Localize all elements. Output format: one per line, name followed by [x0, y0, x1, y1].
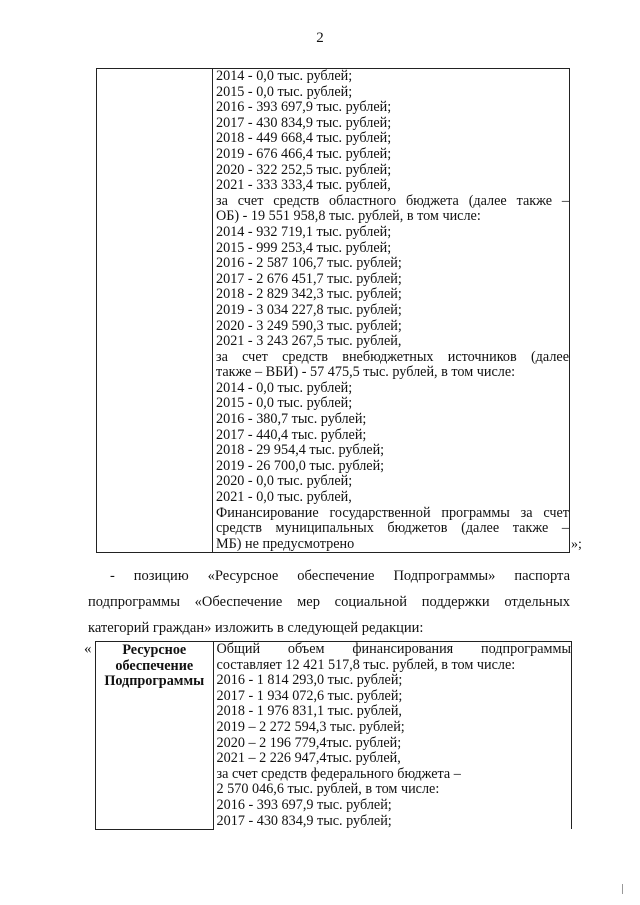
funding-line: 2016 - 393 697,9 тыс. рублей; — [216, 796, 392, 813]
funding-line: средств муниципальных бюджетов (далее также – — [216, 520, 569, 537]
funding-line: 2017 - 1 934 072,6 тыс. рублей; — [216, 687, 403, 704]
instruction-paragraph-line: - позицию «Ресурсное обеспечение Подпрограммы» паспорта — [110, 568, 570, 584]
table-empty-left-cell — [97, 69, 213, 553]
funding-line: 2021 – 2 226 947,4тыс. рублей, — [216, 750, 401, 767]
resource-provision-value-cell — [213, 642, 571, 830]
header-line: Подпрограммы — [104, 673, 205, 690]
funding-line: 2020 - 322 252,5 тыс. рублей; — [216, 161, 392, 178]
funding-line: 2015 - 0,0 тыс. рублей; — [216, 83, 353, 100]
resource-provision-table — [95, 641, 572, 830]
funding-line: 2018 - 2 829 342,3 тыс. рублей; — [216, 286, 402, 303]
funding-line: 2016 - 380,7 тыс. рублей; — [216, 411, 367, 428]
funding-line: 2021 - 0,0 тыс. рублей, — [216, 489, 352, 506]
opening-quote: « — [84, 641, 92, 657]
funding-line: 2015 - 0,0 тыс. рублей; — [216, 395, 353, 412]
funding-line: 2020 – 2 196 779,4тыс. рублей; — [216, 734, 402, 751]
funding-line: 2020 - 3 249 590,3 тыс. рублей; — [216, 317, 402, 334]
funding-line: 2017 - 430 834,9 тыс. рублей; — [216, 114, 392, 131]
instruction-paragraph-line: подпрограммы «Обеспечение мер социальной поддержки отдельных — [88, 594, 570, 610]
funding-line: 2019 - 676 466,4 тыс. рублей; — [216, 145, 392, 162]
funding-table-continued — [96, 68, 570, 553]
funding-line: 2019 - 3 034 227,8 тыс. рублей; — [216, 301, 402, 318]
funding-line: 2016 - 1 814 293,0 тыс. рублей; — [216, 672, 403, 689]
funding-line: за счет средств федерального бюджета – — [216, 765, 461, 782]
funding-line: МБ) не предусмотрено — [216, 535, 355, 552]
funding-line: 2014 - 0,0 тыс. рублей; — [216, 68, 353, 84]
funding-line: 2017 - 440,4 тыс. рублей; — [216, 426, 367, 443]
instruction-paragraph-line: категорий граждан» изложить в следующей редакции: — [88, 620, 424, 636]
funding-line: 2015 - 999 253,4 тыс. рублей; — [216, 239, 392, 256]
funding-line: 2017 - 430 834,9 тыс. рублей; — [216, 812, 392, 829]
funding-line: 2016 - 393 697,9 тыс. рублей; — [216, 99, 392, 116]
funding-line: за счет средств областного бюджета (далее также – — [216, 192, 569, 209]
funding-line: 2014 - 932 719,1 тыс. рублей; — [216, 223, 392, 240]
funding-line: 2 570 046,6 тыс. рублей, в том числе: — [216, 781, 440, 798]
header-line: Ресурсное — [122, 642, 187, 658]
table-funding-cell — [213, 69, 570, 553]
header-line: обеспечение — [115, 657, 194, 674]
scan-edge-mark — [622, 884, 628, 894]
funding-line: 2018 - 1 976 831,1 тыс. рублей, — [216, 703, 402, 720]
funding-line: за счет средств внебюджетных источников (далее — [216, 348, 569, 365]
funding-line: 2017 - 2 676 451,7 тыс. рублей; — [216, 270, 402, 287]
funding-line: 2016 - 2 587 106,7 тыс. рублей; — [216, 255, 402, 272]
page-number: 2 — [316, 30, 324, 46]
resource-provision-header-cell — [96, 642, 214, 830]
funding-line: 2020 - 0,0 тыс. рублей; — [216, 473, 353, 490]
funding-line: составляет 12 421 517,8 тыс. рублей, в том числе: — [216, 656, 516, 673]
funding-line: 2018 - 29 954,4 тыс. рублей; — [216, 442, 385, 459]
funding-line: 2021 - 3 243 267,5 тыс. рублей, — [216, 333, 402, 350]
funding-line: 2019 - 26 700,0 тыс. рублей; — [216, 457, 385, 474]
funding-line: 2021 - 333 333,4 тыс. рублей, — [216, 177, 391, 194]
closing-quote: »; — [571, 537, 582, 552]
funding-line: 2019 – 2 272 594,3 тыс. рублей; — [216, 718, 405, 735]
funding-line: 2014 - 0,0 тыс. рублей; — [216, 379, 353, 396]
funding-line: Финансирование государственной программы за счет — [216, 504, 569, 521]
funding-line: также – ВБИ) - 57 475,5 тыс. рублей, в том числе: — [216, 364, 516, 381]
funding-line: Общий объем финансирования подпрограммы — [216, 641, 571, 657]
funding-line: 2018 - 449 668,4 тыс. рублей; — [216, 130, 392, 147]
funding-line: ОБ) - 19 551 958,8 тыс. рублей, в том числе: — [216, 208, 481, 225]
